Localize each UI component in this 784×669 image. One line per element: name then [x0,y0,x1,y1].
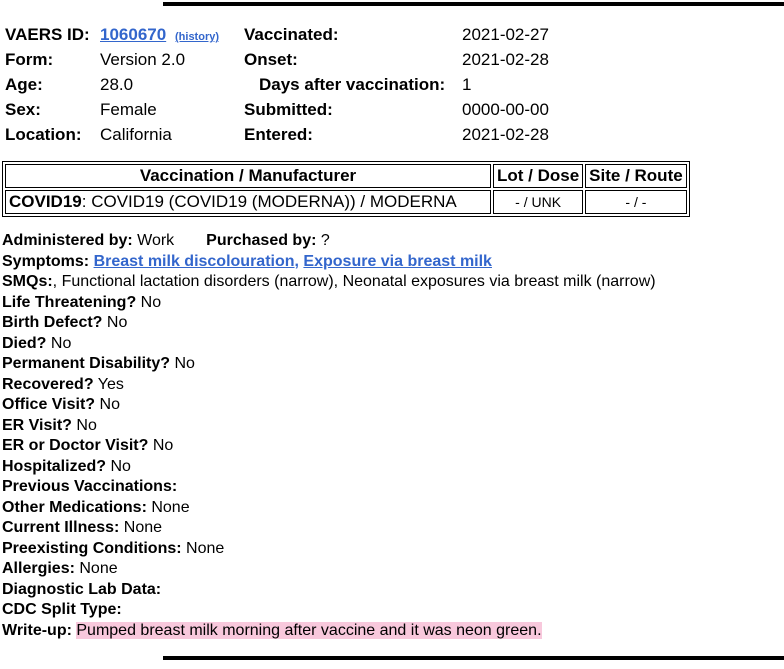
report-details [2,231,656,641]
symptoms-label: Symptoms: [2,252,90,270]
cdc-split-type-row [2,600,656,621]
onset-label: Onset: [244,50,298,69]
location-label: Location: [5,125,82,144]
entered-label: Entered: [244,125,313,144]
age-label: Age: [5,75,43,94]
disability-label: Permanent Disability? [2,355,171,372]
sex-value: Female [100,100,157,119]
days-after-label: Days after vaccination: [259,75,446,94]
smqs-row [2,272,656,293]
current-illness-label: Current Illness: [2,519,120,536]
allergies-label: Allergies: [2,560,75,577]
died-label: Died? [2,334,47,352]
office-visit-value: No [95,396,120,413]
allergies-value: None [74,560,118,577]
site-route-cell: - / - [585,190,687,214]
onset-value: 2021-02-28 [462,50,549,69]
life-threatening-label: Life Threatening? [2,293,137,311]
died-row [2,334,656,355]
symptom-separator: , [294,252,299,270]
preexisting-conditions-row [2,539,656,560]
diagnostic-lab-row [2,580,656,601]
disability-value: No [170,355,195,372]
diagnostic-lab-label: Diagnostic Lab Data: [2,580,162,598]
purchased-value: ? [316,232,330,249]
bottom-rule [163,656,784,660]
birth-defect-label: Birth Defect? [2,314,103,331]
cdc-split-type-label: CDC Split Type: [2,601,122,618]
preexisting-conditions-label: Preexisting Conditions: [2,539,182,557]
sex-label: Sex: [5,100,41,119]
write-up-text: Pumped breast milk morning after vaccine and it was neon green. [76,621,542,639]
write-up-row [2,621,656,642]
vax-description: : COVID19 (COVID19 (MODERNA)) / MODERNA [81,192,457,211]
table-header-row [5,164,687,188]
vaccinated-label: Vaccinated: [244,25,339,44]
disability-row [2,354,656,375]
administered-row [2,231,656,252]
office-visit-row [2,395,656,416]
smqs-value: , Functional lactation disorders (narrow), Neonatal exposures via breast milk (narrow) [52,273,656,290]
previous-vaccinations-row [2,477,656,498]
purchased-label: Purchased by: [206,232,317,249]
er-visit-value: No [71,416,97,434]
vaers-id-label: VAERS ID: [5,25,90,44]
form-label: Form: [5,50,54,69]
life-threatening-value: No [136,293,162,311]
vaccinated-value: 2021-02-27 [462,25,549,44]
form-value: Version 2.0 [100,50,186,69]
office-visit-label: Office Visit? [2,396,96,413]
er-visit-label: ER Visit? [2,416,72,434]
days-after-value: 1 [462,75,472,94]
vaers-id-link[interactable]: 1060670 [100,25,167,44]
recovered-row [2,375,656,396]
hospitalized-label: Hospitalized? [2,457,107,475]
col-lot-dose: Lot / Dose [493,164,583,188]
entered-value: 2021-02-28 [462,125,549,144]
current-illness-row [2,518,656,539]
symptoms-row [2,252,656,273]
allergies-row [2,559,656,580]
birth-defect-value: No [102,314,128,331]
life-threatening-row [2,293,656,314]
history-link[interactable]: (history) [175,31,219,43]
submitted-label: Submitted: [244,100,333,119]
hospitalized-row [2,457,656,478]
symptom-link-1[interactable]: Breast milk discolouration [93,252,295,270]
lot-dose-cell: - / UNK [493,190,583,214]
other-medications-label: Other Medications: [2,498,147,516]
location-value: California [100,125,172,144]
table-row [5,190,687,214]
smqs-label: SMQs: [2,273,53,290]
vax-type: COVID19 [9,192,82,211]
vaccination-table [2,161,690,217]
other-medications-value: None [146,498,190,516]
er-doctor-visit-value: No [148,437,174,454]
age-value: 28.0 [100,75,134,94]
birth-defect-row [2,313,656,334]
er-doctor-visit-label: ER or Doctor Visit? [2,437,149,454]
current-illness-value: None [119,519,163,536]
col-site-route: Site / Route [585,164,687,188]
hospitalized-value: No [106,457,131,475]
administered-value: Work [132,232,175,249]
died-value: No [46,334,72,352]
other-medications-row [2,498,656,519]
submitted-value: 0000-00-00 [462,100,549,119]
er-visit-row [2,416,656,437]
er-doctor-visit-row [2,436,656,457]
top-rule [163,2,784,6]
recovered-value: Yes [93,375,124,393]
col-vaccination-manufacturer: Vaccination / Manufacturer [5,164,491,188]
write-up-label: Write-up: [2,621,72,639]
preexisting-conditions-value: None [181,539,225,557]
previous-vaccinations-label: Previous Vaccinations: [2,478,178,495]
vaccine-cell [5,190,491,214]
administered-label: Administered by: [2,232,133,249]
symptom-link-2[interactable]: Exposure via breast milk [303,252,492,270]
recovered-label: Recovered? [2,375,94,393]
